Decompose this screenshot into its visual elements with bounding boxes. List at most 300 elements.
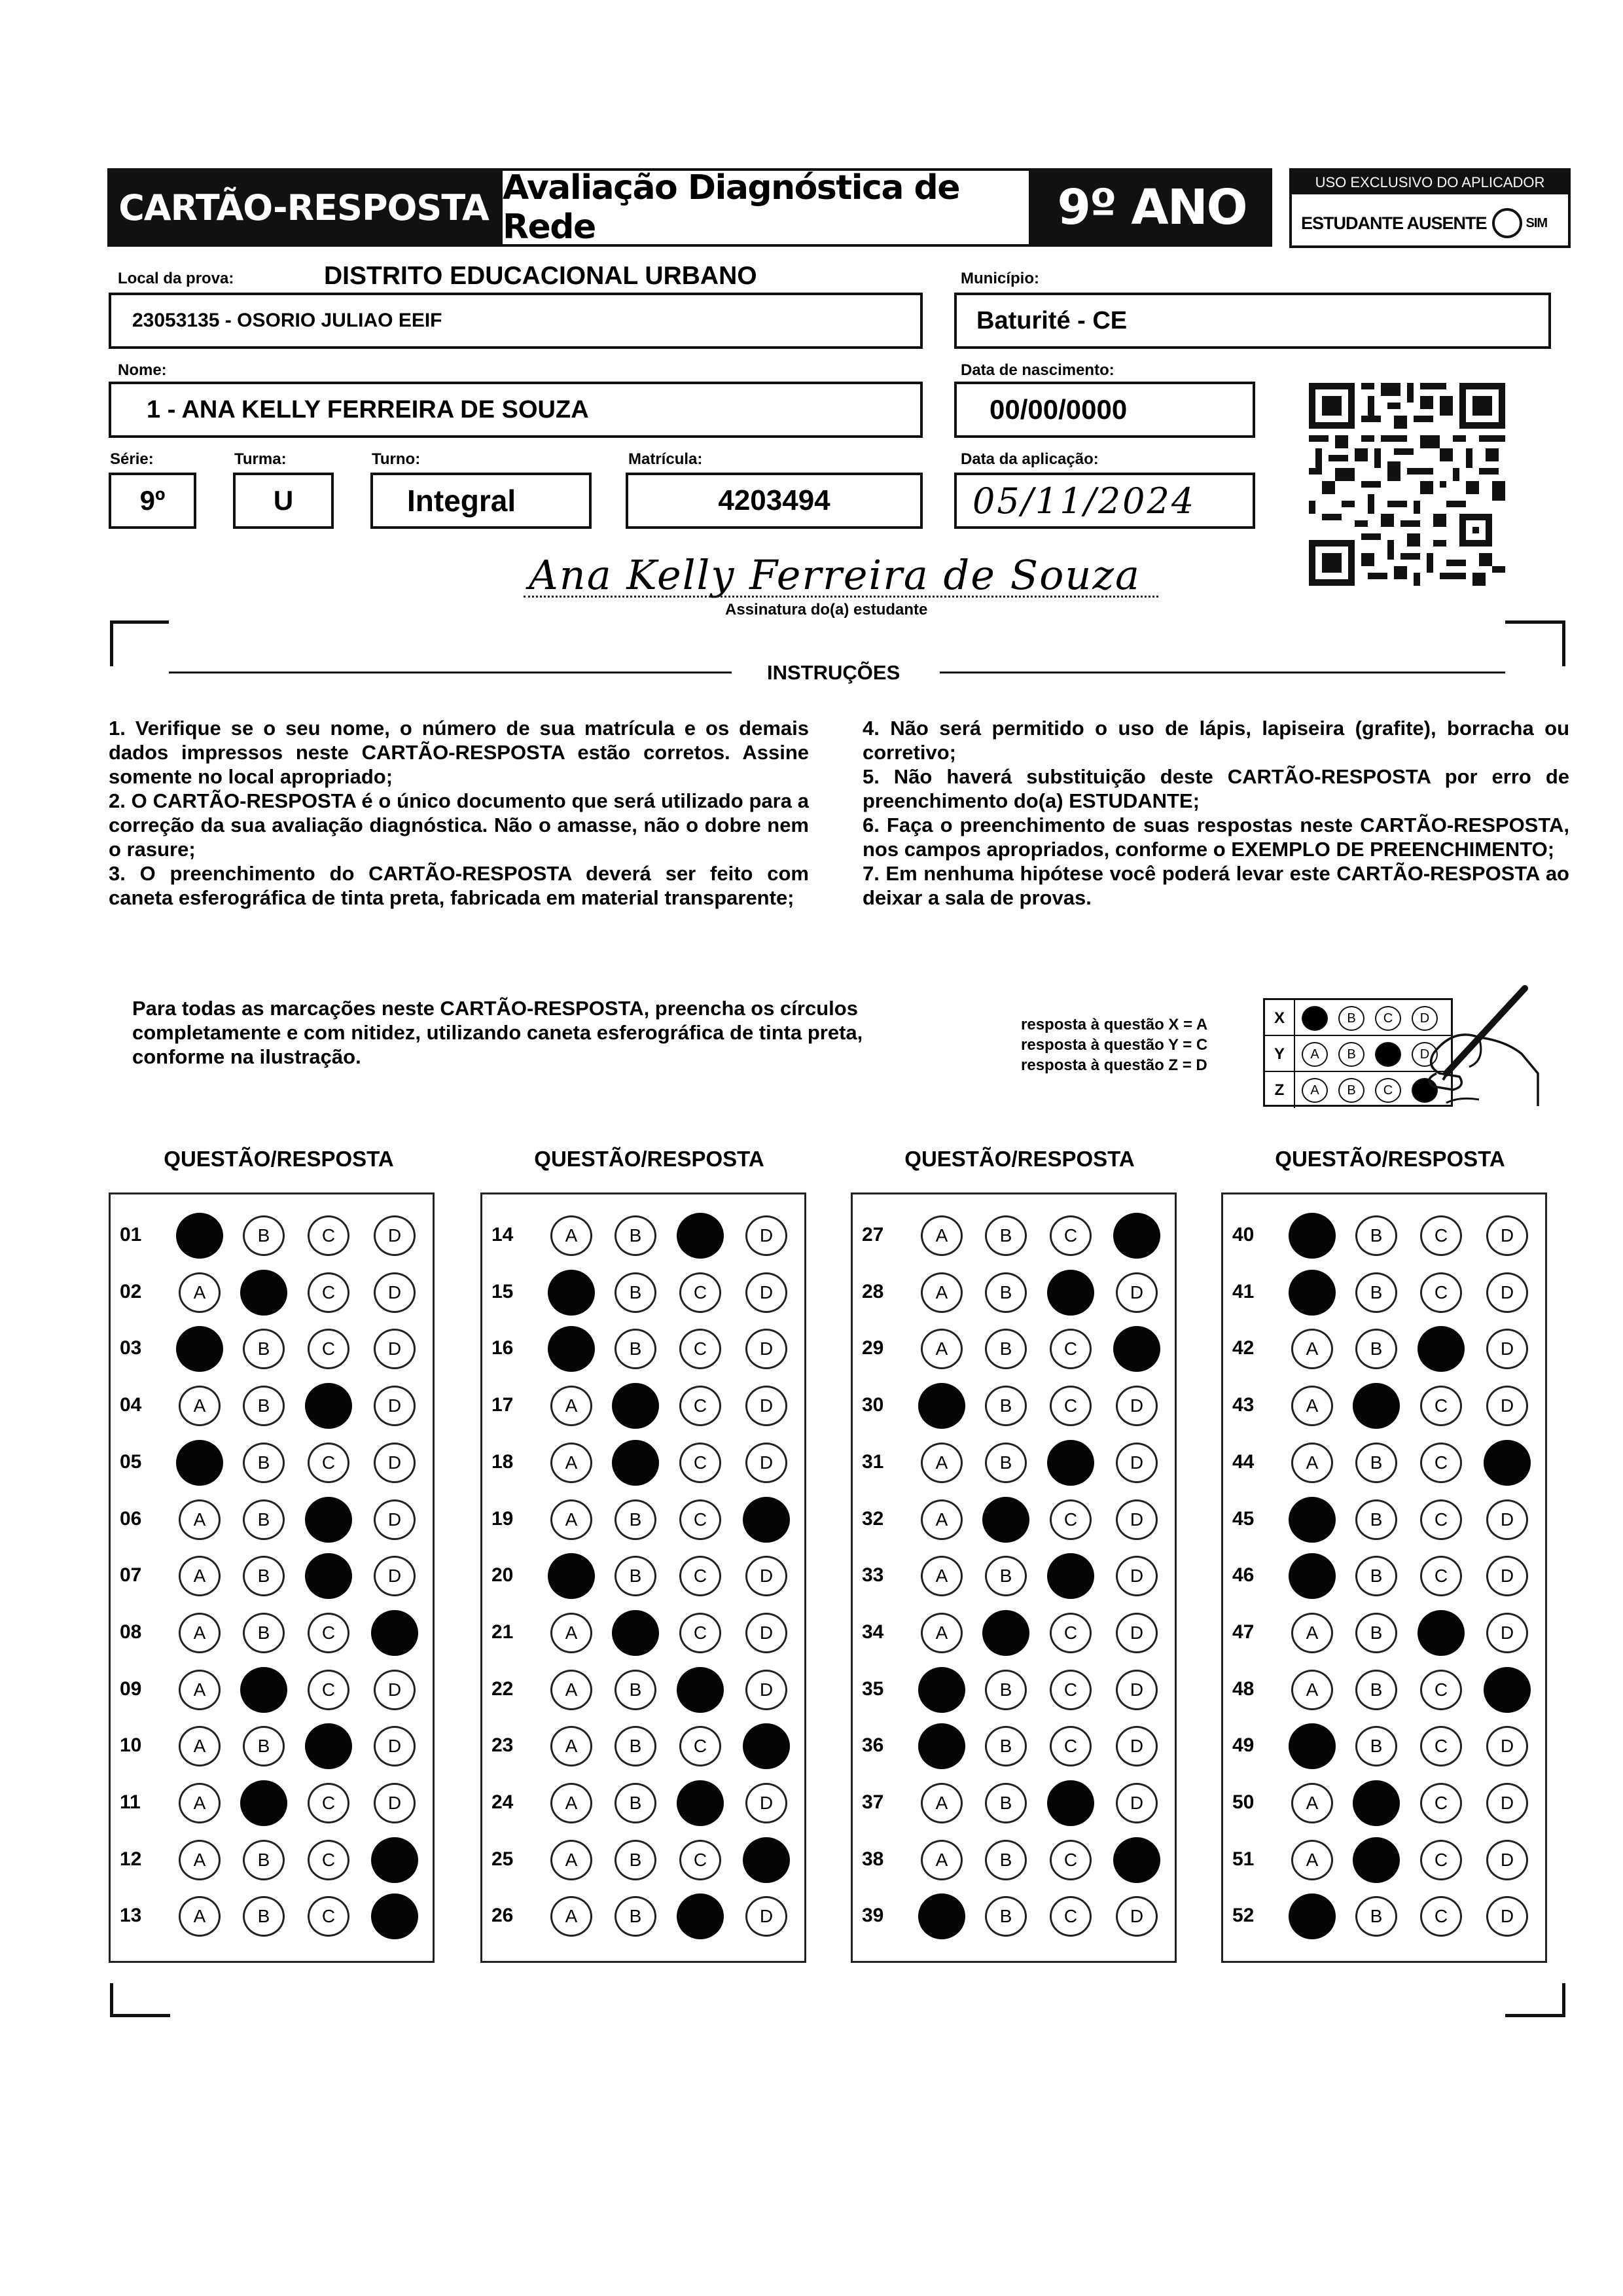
answer-bubble-b[interactable]: B <box>985 1726 1027 1767</box>
answer-bubble-a[interactable] <box>176 1213 223 1259</box>
answer-bubble-c[interactable]: C <box>308 1272 349 1313</box>
answer-bubble-b[interactable]: B <box>985 1840 1027 1880</box>
answer-bubble-b[interactable]: B <box>243 1726 285 1767</box>
answer-bubble-b[interactable]: B <box>1355 1215 1397 1256</box>
answer-bubble-b[interactable]: B <box>243 1215 285 1256</box>
answer-bubble-d[interactable]: D <box>745 1613 787 1653</box>
answer-row <box>111 1326 433 1368</box>
instruction-1: 1. Verifique se o seu nome, o número de sua matrícula e os demais dados impressos neste CARTÃO-RESPOSTA estão corretos. Assine somente no local apropriado; <box>109 717 809 788</box>
answer-bubble-d[interactable] <box>371 1837 418 1883</box>
answer-bubble-b[interactable] <box>240 1667 287 1713</box>
question-number: 49 <box>1232 1734 1255 1757</box>
answer-bubble-b[interactable]: B <box>1355 1556 1397 1596</box>
example-line-x: resposta à questão X = A <box>1021 1016 1208 1033</box>
answer-bubble-b[interactable]: B <box>1355 1272 1397 1313</box>
answer-bubble-b[interactable] <box>982 1610 1029 1656</box>
answer-bubble-a[interactable]: A <box>921 1556 963 1596</box>
answer-bubble-d[interactable] <box>743 1837 790 1883</box>
corner-top-left <box>110 620 169 666</box>
answer-bubble-d[interactable]: D <box>374 1386 416 1426</box>
answer-bubble-b[interactable]: B <box>615 1670 656 1710</box>
answer-bubble-d[interactable] <box>1113 1326 1160 1372</box>
answer-bubble-c[interactable]: C <box>1420 1670 1462 1710</box>
answer-bubble-b[interactable] <box>982 1497 1029 1543</box>
instructions-left <box>109 716 809 910</box>
answer-bubble-c[interactable] <box>1047 1553 1094 1599</box>
answer-bubble-d[interactable]: D <box>1116 1272 1158 1313</box>
answer-row <box>111 1270 433 1312</box>
answer-row <box>482 1213 804 1255</box>
aplicacao-label: Data da aplicação: <box>961 450 1099 468</box>
answer-bubble-a[interactable]: A <box>1291 1386 1333 1426</box>
answer-bubble-b[interactable]: B <box>615 1272 656 1313</box>
answer-bubble-b[interactable]: B <box>615 1556 656 1596</box>
answer-bubble-a[interactable]: A <box>921 1215 963 1256</box>
answer-bubble-b[interactable]: B <box>243 1896 285 1937</box>
question-number: 22 <box>491 1677 514 1700</box>
answer-bubble-b[interactable]: B <box>243 1386 285 1426</box>
nome-value: 1 - ANA KELLY FERREIRA DE SOUZA <box>147 395 589 423</box>
question-number: 27 <box>862 1224 884 1246</box>
answer-bubble-a[interactable]: A <box>921 1443 963 1483</box>
answer-bubble-b[interactable]: B <box>615 1726 656 1767</box>
question-number: 41 <box>1232 1280 1255 1302</box>
answer-bubble-b[interactable]: B <box>243 1840 285 1880</box>
answer-bubble-d[interactable]: D <box>745 1670 787 1710</box>
column-title: QUESTÃO/RESPOSTA <box>1275 1147 1505 1171</box>
answer-bubble-c[interactable]: C <box>679 1499 721 1540</box>
answer-bubble-c[interactable]: C <box>1420 1499 1462 1540</box>
answer-row <box>111 1837 433 1879</box>
answer-bubble-b[interactable]: B <box>985 1783 1027 1823</box>
answer-bubble-c[interactable] <box>305 1723 352 1769</box>
answer-bubble-c[interactable]: C <box>679 1840 721 1880</box>
column-title: QUESTÃO/RESPOSTA <box>904 1147 1135 1171</box>
answer-column-4 <box>1221 1193 1547 1963</box>
question-number: 01 <box>120 1224 142 1246</box>
answer-bubble-b[interactable]: B <box>1355 1896 1397 1937</box>
answer-row <box>482 1553 804 1595</box>
answer-bubble-c[interactable]: C <box>1420 1840 1462 1880</box>
answer-bubble-c[interactable]: C <box>1050 1840 1092 1880</box>
answer-bubble-a[interactable] <box>548 1270 595 1316</box>
column-title: QUESTÃO/RESPOSTA <box>534 1147 764 1171</box>
turma-value: U <box>273 485 294 516</box>
instr-title: INSTRUÇÕES <box>767 661 901 684</box>
answer-bubble-b[interactable]: B <box>615 1329 656 1369</box>
answer-row <box>111 1893 433 1935</box>
answer-bubble-b[interactable]: B <box>985 1386 1027 1426</box>
answer-bubble-a[interactable]: A <box>550 1443 592 1483</box>
answer-bubble-d[interactable]: D <box>1116 1670 1158 1710</box>
answer-bubble-d[interactable]: D <box>1116 1499 1158 1540</box>
answer-bubble-b[interactable]: B <box>1355 1329 1397 1369</box>
answer-bubble-d[interactable]: D <box>1116 1783 1158 1823</box>
answer-bubble-d[interactable]: D <box>374 1726 416 1767</box>
answer-bubble-a[interactable] <box>918 1723 965 1769</box>
answer-bubble-b[interactable] <box>612 1440 659 1486</box>
answer-bubble-d[interactable] <box>743 1723 790 1769</box>
answer-bubble-c[interactable]: C <box>1420 1556 1462 1596</box>
local-label: Local da prova: <box>118 270 234 287</box>
answer-row <box>1223 1837 1545 1879</box>
answer-bubble-c[interactable]: C <box>1420 1896 1462 1937</box>
answer-bubble-b[interactable]: B <box>243 1443 285 1483</box>
turma-label: Turma: <box>234 450 287 468</box>
answer-bubble-c[interactable]: C <box>1420 1215 1462 1256</box>
answer-bubble-a[interactable]: A <box>1291 1443 1333 1483</box>
answer-bubble-b[interactable]: B <box>1355 1499 1397 1540</box>
answer-row <box>1223 1667 1545 1709</box>
question-number: 08 <box>120 1621 142 1643</box>
answer-bubble-a[interactable]: A <box>179 1726 221 1767</box>
answer-bubble-c[interactable]: C <box>1050 1613 1092 1653</box>
answer-bubble-c[interactable]: C <box>308 1443 349 1483</box>
answer-bubble-a[interactable]: A <box>921 1499 963 1540</box>
answer-bubble-c[interactable]: C <box>679 1556 721 1596</box>
answer-bubble-c[interactable]: C <box>1050 1670 1092 1710</box>
answer-bubble-c[interactable]: C <box>679 1386 721 1426</box>
question-number: 21 <box>491 1621 514 1643</box>
answer-row <box>111 1213 433 1255</box>
answer-bubble-a[interactable]: A <box>550 1670 592 1710</box>
answer-bubble-a[interactable]: A <box>550 1215 592 1256</box>
question-number: 37 <box>862 1791 884 1813</box>
answer-bubble-c[interactable] <box>1047 1780 1094 1826</box>
answer-bubble-c[interactable]: C <box>308 1215 349 1256</box>
question-number: 28 <box>862 1280 884 1302</box>
answer-bubble-a[interactable]: A <box>1291 1670 1333 1710</box>
answer-bubble-a[interactable] <box>176 1440 223 1486</box>
answer-bubble-c[interactable]: C <box>308 1329 349 1369</box>
answer-row <box>482 1610 804 1652</box>
question-number: 34 <box>862 1621 884 1643</box>
answer-bubble-a[interactable]: A <box>550 1783 592 1823</box>
answer-bubble-a[interactable]: A <box>179 1613 221 1653</box>
answer-bubble-a[interactable]: A <box>1291 1783 1333 1823</box>
corner-bottom-right <box>1505 1983 1565 2017</box>
answer-bubble-b[interactable]: B <box>243 1499 285 1540</box>
corner-top-right <box>1505 620 1565 666</box>
answer-bubble-a[interactable] <box>1289 1723 1336 1769</box>
answer-bubble-b[interactable] <box>612 1383 659 1429</box>
answer-bubble-d[interactable]: D <box>1486 1613 1528 1653</box>
answer-bubble-b[interactable]: B <box>985 1329 1027 1369</box>
answer-bubble-a[interactable] <box>548 1553 595 1599</box>
answer-bubble-c[interactable]: C <box>1050 1386 1092 1426</box>
corner-bottom-left <box>110 1983 170 2017</box>
answer-bubble-d[interactable] <box>1484 1440 1531 1486</box>
answer-bubble-d[interactable]: D <box>1486 1386 1528 1426</box>
answer-bubble-c[interactable]: C <box>679 1613 721 1653</box>
answer-bubble-d[interactable]: D <box>1116 1896 1158 1937</box>
answer-bubble-a[interactable]: A <box>921 1329 963 1369</box>
answer-bubble-d[interactable]: D <box>374 1556 416 1596</box>
answer-bubble-b[interactable]: B <box>243 1329 285 1369</box>
answer-bubble-b[interactable]: B <box>615 1499 656 1540</box>
municipio-field <box>954 293 1551 349</box>
answer-bubble-b[interactable]: B <box>615 1840 656 1880</box>
answer-bubble-c[interactable]: C <box>1050 1215 1092 1256</box>
answer-bubble-a[interactable]: A <box>921 1613 963 1653</box>
answer-bubble-d[interactable]: D <box>374 1670 416 1710</box>
answer-bubble-c[interactable]: C <box>1050 1896 1092 1937</box>
question-number: 05 <box>120 1450 142 1473</box>
nome-field <box>109 382 923 438</box>
answer-bubble-b[interactable]: B <box>1355 1726 1397 1767</box>
answer-bubble-a[interactable] <box>1289 1213 1336 1259</box>
answer-row <box>111 1610 433 1652</box>
answer-bubble-b[interactable]: B <box>615 1783 656 1823</box>
answer-bubble-c[interactable] <box>1047 1440 1094 1486</box>
answer-bubble-a[interactable]: A <box>921 1272 963 1313</box>
answer-bubble-d[interactable]: D <box>745 1215 787 1256</box>
answer-bubble-b[interactable]: B <box>1355 1670 1397 1710</box>
answer-bubble-d[interactable]: D <box>745 1783 787 1823</box>
answer-bubble-c[interactable] <box>677 1893 724 1939</box>
question-number: 09 <box>120 1677 142 1700</box>
answer-bubble-b[interactable]: B <box>1355 1443 1397 1483</box>
answer-bubble-a[interactable]: A <box>550 1726 592 1767</box>
answer-bubble-d[interactable]: D <box>374 1272 416 1313</box>
absent-bubble[interactable] <box>1492 208 1522 238</box>
answer-bubble-b[interactable]: B <box>615 1896 656 1937</box>
answer-bubble-c[interactable]: C <box>1420 1726 1462 1767</box>
answer-bubble-d[interactable]: D <box>1486 1272 1528 1313</box>
answer-bubble-c[interactable] <box>677 1213 724 1259</box>
answer-bubble-d[interactable]: D <box>374 1329 416 1369</box>
answer-bubble-d[interactable]: D <box>745 1896 787 1937</box>
answer-bubble-d[interactable]: D <box>1486 1329 1528 1369</box>
answer-bubble-d[interactable] <box>1113 1213 1160 1259</box>
answer-bubble-a[interactable]: A <box>179 1783 221 1823</box>
answer-bubble-a[interactable]: A <box>179 1670 221 1710</box>
answer-bubble-a[interactable]: A <box>550 1896 592 1937</box>
example-bubble-a: A <box>1302 1042 1328 1067</box>
question-number: 25 <box>491 1848 514 1870</box>
answer-bubble-c[interactable] <box>677 1780 724 1826</box>
answer-bubble-b[interactable]: B <box>985 1272 1027 1313</box>
answer-row <box>482 1837 804 1879</box>
answer-bubble-d[interactable]: D <box>1486 1499 1528 1540</box>
answer-bubble-c[interactable]: C <box>1420 1783 1462 1823</box>
answer-bubble-d[interactable]: D <box>1486 1556 1528 1596</box>
answer-bubble-c[interactable]: C <box>1050 1499 1092 1540</box>
answer-bubble-d[interactable] <box>371 1610 418 1656</box>
answer-bubble-a[interactable]: A <box>179 1556 221 1596</box>
answer-bubble-a[interactable] <box>1289 1553 1336 1599</box>
answer-bubble-d[interactable]: D <box>1486 1726 1528 1767</box>
answer-bubble-b[interactable]: B <box>1355 1613 1397 1653</box>
answer-bubble-d[interactable] <box>1113 1837 1160 1883</box>
fill-note: Para todas as marcações neste CARTÃO-RESPOSTA, preencha os círculos completamente e com nitidez, utilizando caneta esferográfica de tinta preta, conforme na ilustração. <box>132 997 863 1068</box>
answer-bubble-a[interactable]: A <box>921 1783 963 1823</box>
answer-bubble-c[interactable] <box>305 1383 352 1429</box>
question-number: 47 <box>1232 1621 1255 1643</box>
school-field <box>109 293 923 349</box>
answer-row <box>1223 1610 1545 1652</box>
municipio-value: Baturité - CE <box>976 306 1128 334</box>
nome-label: Nome: <box>118 361 167 379</box>
answer-bubble-d[interactable]: D <box>1116 1726 1158 1767</box>
answer-bubble-c[interactable]: C <box>679 1272 721 1313</box>
answer-bubble-d[interactable]: D <box>1486 1896 1528 1937</box>
answer-bubble-a[interactable]: A <box>550 1499 592 1540</box>
answer-row <box>853 1383 1175 1425</box>
answer-bubble-c[interactable]: C <box>1050 1726 1092 1767</box>
answer-bubble-d[interactable] <box>371 1893 418 1939</box>
answer-bubble-c[interactable] <box>1047 1270 1094 1316</box>
signature-line <box>524 596 1158 598</box>
question-number: 23 <box>491 1734 514 1757</box>
answer-bubble-b[interactable]: B <box>985 1443 1027 1483</box>
aplicacao-value: 05/11/2024 <box>972 480 1196 522</box>
question-number: 18 <box>491 1450 514 1473</box>
answer-bubble-b[interactable] <box>240 1270 287 1316</box>
answer-bubble-c[interactable]: C <box>1420 1386 1462 1426</box>
answer-bubble-b[interactable]: B <box>243 1556 285 1596</box>
answer-row <box>1223 1383 1545 1425</box>
answer-bubble-c[interactable]: C <box>308 1783 349 1823</box>
answer-bubble-b[interactable] <box>612 1610 659 1656</box>
answer-bubble-c[interactable]: C <box>308 1840 349 1880</box>
matricula-label: Matrícula: <box>628 450 703 468</box>
question-number: 29 <box>862 1337 884 1359</box>
answer-bubble-b[interactable] <box>240 1780 287 1826</box>
answer-bubble-a[interactable]: A <box>179 1386 221 1426</box>
turno-value: Integral <box>407 484 516 518</box>
answer-bubble-a[interactable]: A <box>550 1613 592 1653</box>
answer-bubble-b[interactable]: B <box>985 1215 1027 1256</box>
answer-bubble-d[interactable]: D <box>1116 1613 1158 1653</box>
answer-row <box>482 1667 804 1709</box>
answer-bubble-c[interactable]: C <box>308 1670 349 1710</box>
answer-bubble-b[interactable]: B <box>615 1215 656 1256</box>
example-row-label: X <box>1265 1000 1295 1036</box>
answer-bubble-d[interactable]: D <box>745 1329 787 1369</box>
instruction-7: 7. Em nenhuma hipótese você poderá levar este CARTÃO-RESPOSTA ao deixar a sala de provas. <box>863 862 1569 909</box>
answer-bubble-c[interactable]: C <box>308 1896 349 1937</box>
answer-bubble-d[interactable]: D <box>374 1443 416 1483</box>
answer-bubble-c[interactable]: C <box>1050 1329 1092 1369</box>
answer-bubble-a[interactable]: A <box>179 1840 221 1880</box>
turma-field <box>233 473 334 529</box>
answer-row <box>482 1440 804 1482</box>
answer-bubble-a[interactable]: A <box>921 1840 963 1880</box>
answer-row <box>1223 1780 1545 1822</box>
turno-field <box>370 473 592 529</box>
answer-row <box>1223 1270 1545 1312</box>
answer-bubble-d[interactable]: D <box>374 1215 416 1256</box>
question-number: 46 <box>1232 1564 1255 1587</box>
answer-bubble-a[interactable] <box>176 1326 223 1372</box>
answer-bubble-d[interactable]: D <box>1116 1386 1158 1426</box>
answer-bubble-b[interactable] <box>1353 1780 1400 1826</box>
answer-bubble-c[interactable]: C <box>679 1443 721 1483</box>
answer-bubble-d[interactable] <box>743 1497 790 1543</box>
answer-bubble-d[interactable]: D <box>374 1499 416 1540</box>
answer-bubble-b[interactable] <box>1353 1837 1400 1883</box>
aplicacao-field <box>954 473 1255 529</box>
answer-bubble-c[interactable] <box>1418 1610 1465 1656</box>
answer-bubble-a[interactable] <box>1289 1893 1336 1939</box>
answer-bubble-a[interactable] <box>918 1383 965 1429</box>
answer-bubble-a[interactable] <box>918 1893 965 1939</box>
answer-bubble-a[interactable]: A <box>179 1896 221 1937</box>
answer-bubble-b[interactable]: B <box>985 1556 1027 1596</box>
answer-bubble-d[interactable]: D <box>745 1556 787 1596</box>
answer-bubble-a[interactable]: A <box>550 1386 592 1426</box>
answer-bubble-c[interactable] <box>305 1553 352 1599</box>
answer-bubble-c[interactable]: C <box>1420 1272 1462 1313</box>
answer-bubble-a[interactable] <box>1289 1497 1336 1543</box>
question-number: 44 <box>1232 1450 1255 1473</box>
answer-bubble-a[interactable] <box>918 1667 965 1713</box>
example-bubble-c: C <box>1375 1006 1401 1031</box>
answer-bubble-a[interactable]: A <box>1291 1613 1333 1653</box>
example-bubble-d: D <box>1412 1042 1438 1067</box>
answer-bubble-b[interactable]: B <box>243 1613 285 1653</box>
answer-bubble-d[interactable]: D <box>745 1386 787 1426</box>
question-number: 03 <box>120 1337 142 1359</box>
school-value: 23053135 - OSORIO JULIAO EEIF <box>132 310 442 331</box>
answer-row <box>482 1270 804 1312</box>
instruction-6: 6. Faça o preenchimento de suas respostas neste CARTÃO-RESPOSTA, nos campos apropriados, conforme o EXEMPLO DE PREENCHIMENTO; <box>863 814 1569 861</box>
question-number: 07 <box>120 1564 142 1587</box>
answer-bubble-a[interactable]: A <box>179 1272 221 1313</box>
question-number: 16 <box>491 1337 514 1359</box>
answer-bubble-c[interactable] <box>677 1667 724 1713</box>
answer-bubble-a[interactable]: A <box>550 1840 592 1880</box>
answer-bubble-b[interactable]: B <box>985 1670 1027 1710</box>
grade-title: 9º ANO <box>1031 168 1272 247</box>
absent-label: ESTUDANTE AUSENTE <box>1301 213 1487 233</box>
answer-bubble-d[interactable]: D <box>1116 1443 1158 1483</box>
answer-bubble-a[interactable]: A <box>1291 1329 1333 1369</box>
question-number: 35 <box>862 1677 884 1700</box>
answer-bubble-d[interactable]: D <box>1486 1215 1528 1256</box>
answer-bubble-c[interactable]: C <box>1420 1443 1462 1483</box>
answer-bubble-c[interactable]: C <box>679 1329 721 1369</box>
answer-row <box>1223 1723 1545 1765</box>
answer-bubble-d[interactable]: D <box>374 1783 416 1823</box>
answer-bubble-c[interactable] <box>305 1497 352 1543</box>
answer-bubble-c[interactable]: C <box>308 1613 349 1653</box>
pen-hand-icon <box>1407 975 1551 1113</box>
answer-bubble-a[interactable] <box>1289 1270 1336 1316</box>
answer-bubble-d[interactable]: D <box>1486 1840 1528 1880</box>
qr-code-icon <box>1309 383 1505 586</box>
question-number: 40 <box>1232 1224 1255 1246</box>
answer-bubble-d[interactable]: D <box>745 1272 787 1313</box>
answer-bubble-c[interactable]: C <box>679 1726 721 1767</box>
answer-bubble-b[interactable] <box>1353 1383 1400 1429</box>
answer-bubble-c[interactable] <box>1418 1326 1465 1372</box>
answer-bubble-d[interactable]: D <box>1116 1556 1158 1596</box>
answer-bubble-d[interactable]: D <box>745 1443 787 1483</box>
question-number: 39 <box>862 1905 884 1927</box>
instruction-3: 3. O preenchimento do CARTÃO-RESPOSTA deverá ser feito com caneta esferográfica de tinta preta, fabricada em material transparente; <box>109 862 809 909</box>
answer-bubble-b[interactable]: B <box>985 1896 1027 1937</box>
answer-bubble-d[interactable] <box>1484 1667 1531 1713</box>
answer-bubble-d[interactable]: D <box>1486 1783 1528 1823</box>
answer-bubble-a[interactable]: A <box>179 1499 221 1540</box>
example-bubble-a <box>1302 1006 1328 1031</box>
answer-bubble-a[interactable]: A <box>1291 1840 1333 1880</box>
answer-bubble-a[interactable] <box>548 1326 595 1372</box>
answer-column-2 <box>480 1193 806 1963</box>
question-number: 52 <box>1232 1905 1255 1927</box>
